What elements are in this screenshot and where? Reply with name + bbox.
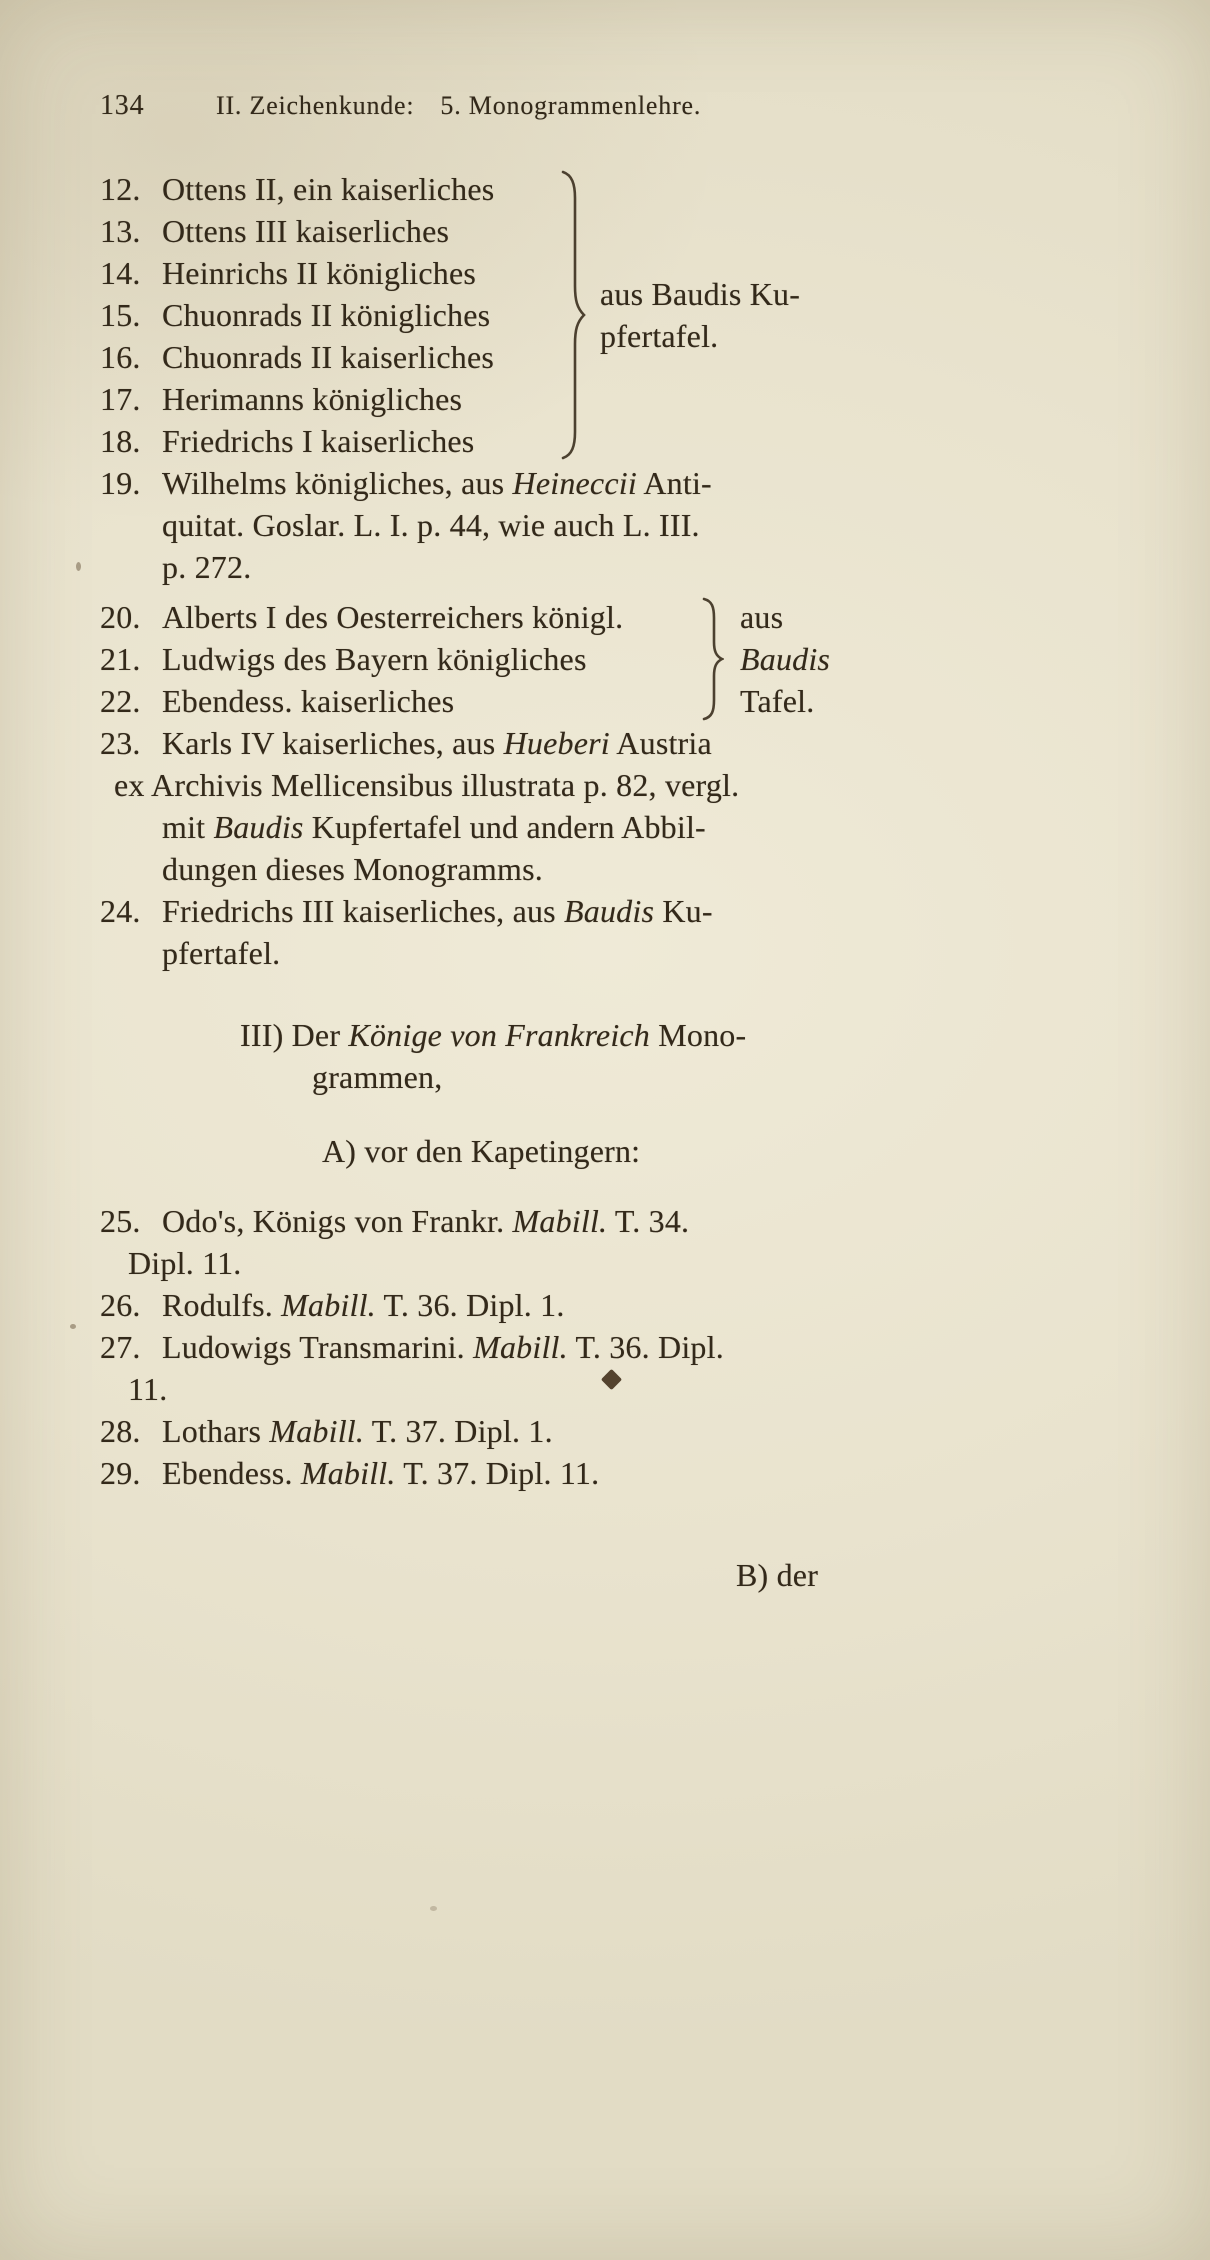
entry-line: dungen dieses Monogramms. (162, 851, 543, 887)
entry-group-20-22 (100, 596, 1000, 722)
text-segment: Kupfertafel und andern Abbil- (303, 809, 706, 845)
entry-number: 23. (100, 725, 141, 761)
entry-text: Alberts I des Oesterreichers königl. (162, 599, 624, 635)
entry-text: Ottens II, ein kaiserliches (162, 171, 495, 207)
group-source-label (740, 596, 830, 722)
heading-line (240, 1014, 1000, 1056)
text-segment: Ku- (654, 893, 713, 929)
entry-number: 15. (100, 297, 141, 333)
right-brace-icon (700, 596, 724, 722)
entry-13 (100, 210, 558, 252)
citation-name: Mabill. (281, 1287, 376, 1323)
entry-number: 25. (100, 1203, 141, 1239)
citation-name: Mabill. (512, 1203, 608, 1239)
entry-number: 14. (100, 255, 141, 291)
citation-name: Heineccii (512, 465, 637, 501)
entry-25 (100, 1200, 1000, 1284)
entry-line: Dipl. 11. (128, 1245, 242, 1281)
entry-number: 21. (100, 641, 141, 677)
entry-line (100, 462, 1000, 504)
entry-text: Chuonrads II kaiserliches (162, 339, 495, 375)
source-label-line: aus Baudis Ku- (600, 276, 801, 312)
citation-name: Mabill. (473, 1329, 568, 1365)
right-brace-icon (558, 168, 586, 462)
page-number: 134 (100, 90, 145, 121)
entry-12 (100, 168, 558, 210)
entry-14 (100, 252, 558, 294)
group-source-label (600, 168, 800, 462)
section-heading-iii (240, 1014, 1000, 1098)
text-segment: Ludowigs Transmarini. (162, 1329, 474, 1365)
running-header (100, 90, 1000, 122)
entry-24 (100, 890, 1000, 974)
entry-18 (100, 420, 558, 462)
text-segment: T. 36. Dipl. 1. (375, 1287, 565, 1323)
subsection-heading-a: A) vor den Kapetingern: (322, 1133, 641, 1169)
text-segment: Ebendess. (162, 1455, 301, 1491)
text-segment: Anti- (636, 465, 712, 501)
text-segment: Friedrichs III kaiserliches, aus (162, 893, 565, 929)
entry-text: Herimanns königliches (162, 381, 463, 417)
brace-column (558, 168, 586, 462)
entry-group-rows (100, 596, 700, 722)
entry-27 (100, 1326, 1000, 1410)
citation-name: Mabill. (300, 1455, 396, 1491)
text-segment: Lothars (162, 1413, 270, 1449)
entry-number: 17. (100, 381, 141, 417)
entry-number: 12. (100, 171, 141, 207)
paper-speck (70, 1324, 76, 1329)
entry-number: 29. (100, 1455, 141, 1491)
paper-speck (76, 562, 81, 571)
text-segment: III) Der (240, 1017, 349, 1053)
entry-26 (100, 1284, 1000, 1326)
entry-22 (100, 680, 700, 722)
citation-name: Hueberi (503, 725, 610, 761)
entry-20 (100, 596, 700, 638)
entry-number: 22. (100, 683, 141, 719)
paper-speck (430, 1906, 437, 1911)
entry-text: Ludwigs des Bayern königliches (162, 641, 587, 677)
brace-column (700, 596, 724, 722)
entry-line (100, 890, 1000, 932)
heading-italic: Könige von Frankreich (348, 1017, 651, 1053)
text-segment: Rodulfs. (162, 1287, 282, 1323)
text-segment: Karls IV kaiserliches, aus (162, 725, 504, 761)
entry-number: 13. (100, 213, 141, 249)
entry-group-12-18 (100, 168, 1000, 462)
text-segment: Odo's, Königs von Frankr. (162, 1203, 513, 1239)
entry-line: quitat. Goslar. L. I. p. 44, wie auch L. III. (162, 507, 700, 543)
entry-group-rows (100, 168, 558, 462)
entry-line: p. 272. (162, 549, 252, 585)
text-segment: Mono- (650, 1017, 747, 1053)
text-block (100, 90, 1000, 1596)
entry-15 (100, 294, 558, 336)
entry-line (100, 722, 1000, 764)
entry-line: 11. (128, 1371, 168, 1407)
entry-19 (100, 462, 1000, 588)
entry-number: 19. (100, 465, 141, 501)
source-label-line: Baudis (740, 641, 831, 677)
entry-line (100, 1326, 1000, 1368)
heading-line: grammen, (312, 1059, 443, 1095)
entry-number: 20. (100, 599, 141, 635)
entry-number: 18. (100, 423, 141, 459)
text-segment: mit (162, 809, 214, 845)
catchword: B) der (736, 1557, 819, 1593)
entry-21 (100, 638, 700, 680)
entry-number: 16. (100, 339, 141, 375)
entry-line: ex Archivis Mellicensibus illustrata p. 82, vergl. (114, 767, 740, 803)
entry-text: Chuonrads II königliches (162, 297, 491, 333)
entry-17 (100, 378, 558, 420)
entry-number: 26. (100, 1287, 141, 1323)
text-segment: T. 34. (607, 1203, 690, 1239)
source-label-line: aus (740, 599, 784, 635)
text-segment: Wilhelms königliches, aus (162, 465, 513, 501)
citation-name: Mabill. (269, 1413, 365, 1449)
entry-number: 27. (100, 1329, 141, 1365)
running-title-section: II. Zeichenkunde: (216, 91, 415, 120)
entry-23 (100, 722, 1000, 890)
text-segment: T. 37. Dipl. 1. (364, 1413, 553, 1449)
entry-16 (100, 336, 558, 378)
entry-text: Friedrichs I kaiserliches (162, 423, 475, 459)
text-segment: Austria (609, 725, 712, 761)
text-segment: T. 37. Dipl. 11. (395, 1455, 600, 1491)
text-segment: T. 36. Dipl. (567, 1329, 724, 1365)
source-label-line: pfertafel. (600, 318, 719, 354)
citation-name: Baudis (213, 809, 304, 845)
entry-29 (100, 1452, 1000, 1494)
citation-name: Baudis (564, 893, 655, 929)
entry-number: 24. (100, 893, 141, 929)
entry-text: Ebendess. kaiserliches (162, 683, 455, 719)
entry-text: Ottens III kaiserliches (162, 213, 450, 249)
entry-text: Heinrichs II königliches (162, 255, 477, 291)
entry-28 (100, 1410, 1000, 1452)
running-title-chapter: 5. Monogrammenlehre. (440, 91, 702, 120)
source-label-line: Tafel. (740, 683, 815, 719)
entry-number: 28. (100, 1413, 141, 1449)
entry-line (100, 1200, 1000, 1242)
entry-line (162, 806, 1000, 848)
entry-line: pfertafel. (162, 935, 281, 971)
